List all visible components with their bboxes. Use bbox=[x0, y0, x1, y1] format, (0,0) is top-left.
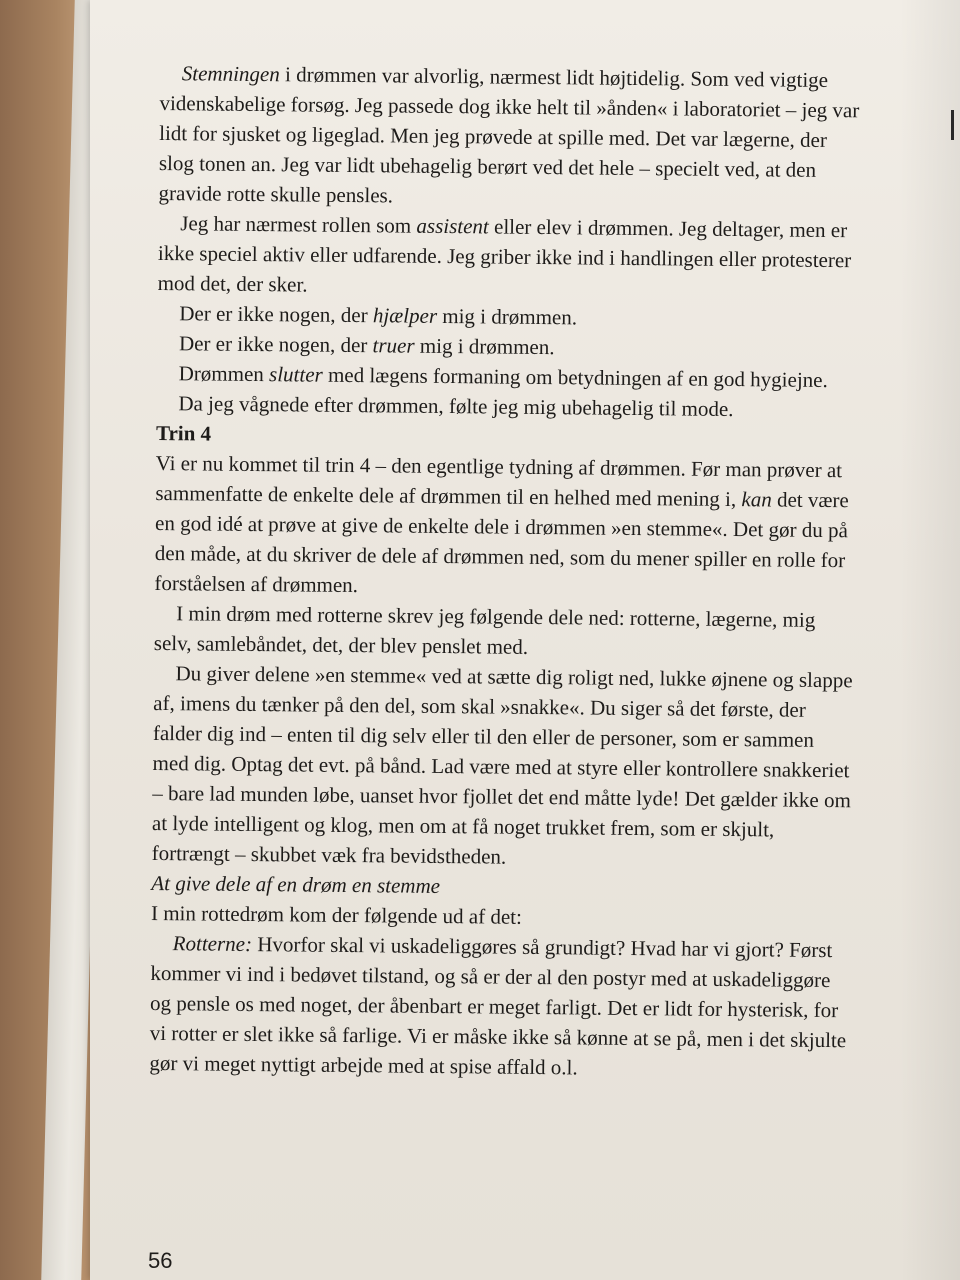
paragraph-stemningen: Stemningen i drømmen var alvorlig, nærmest lidt højtidelig. Som ved vigtige videnskabelige forsøg. Jeg passede dog ikke helt til »ånden« i laboratoriet – jeg var lidt for sjusket og ligeglad. Men jeg prøvede at spille med. Det var lægerne, der slog tonen an. Jeg var lidt ubehagelig berørt ved det hele – specielt ved, at den gravide rotte skulle pensles. bbox=[158, 61, 860, 208]
subheading-give-stemme: At give dele af en drøm en stemme bbox=[151, 870, 441, 898]
paragraph-trin4-intro: Vi er nu kommet til trin 4 – den egentlige tydning af drømmen. Før man prøver at sammenfatte de enkelte dele af drømmen til en helhed med mening i, kan det være en god idé at prøve at give de enkelte dele i drømmen »en stemme«. Det gør du på den måde, at du skriver de dele af drømmen ned, som du mener spiller en rolle for forståelsen af drømmen. bbox=[154, 450, 849, 598]
speaker-label: Rotterne: bbox=[172, 931, 253, 957]
paragraph-slutter: Drømmen slutter med lægens formaning om betydningen af en god hygiejne. bbox=[178, 361, 828, 393]
section-heading-trin-4: Trin 4 bbox=[155, 420, 212, 446]
paragraph-stemme-instruktion: Du giver delene »en stemme« ved at sætte dig roligt ned, lukke øjnene og slappe af, imens du tænker på den del, som skal »snakke«. Du siger så det første, der falder dig ind – enten til dig selv eller til den eller de personer, som er sammen med dig. Optag det evt. på bånd. Lad være med at styre eller kontrollere snakkeriet – bare lad munden løbe, uanset hvor fjollet det end måtte lyde! Det gælder ikke om at lyde intelligent og klog, men om at få noget trukket frem, som er skjult, fortrængt – skubbet væk fra bevidstheden. bbox=[151, 661, 853, 869]
paragraph-vaagnede: Da jeg vågnede efter drømmen, følte jeg mig ubehagelig til mode. bbox=[178, 391, 734, 422]
page-text bbox=[149, 58, 860, 1085]
book-page bbox=[90, 0, 960, 1280]
paragraph-rollen: Jeg har nærmest rollen som assistent eller elev i drømmen. Jeg deltager, men er ikke speciel aktiv eller udfarende. Jeg griber ikke ind i handlingen eller protesterer mod det, der sker. bbox=[157, 211, 852, 297]
page-number: 56 bbox=[148, 1248, 173, 1273]
paragraph-rottedroem-intro: I min rottedrøm kom der følgende ud af det: bbox=[150, 900, 523, 929]
paragraph-rotterne-dele: I min drøm med rotterne skrev jeg følgende dele ned: rotterne, lægerne, mig selv, samlebåndet, det, der blev penslet med. bbox=[153, 601, 816, 659]
spine-mark bbox=[951, 110, 954, 140]
paragraph-truer: Der er ikke nogen, der truer mig i drømmen. bbox=[178, 331, 555, 360]
paragraph-hjaelper: Der er ikke nogen, der hjælper mig i drømmen. bbox=[179, 301, 578, 330]
paragraph-rotterne-tale: Rotterne: Hvorfor skal vi uskadeliggøres så grundigt? Hvad har vi gjort? Først kommer vi ind i bedøvet tilstand, og så er der al den postyr med at uskadeliggøre og pensle os med noget, der åbenbart er meget farligt. Det er lidt for hysterisk, for vi rotter er slet ikke så farlige. Vi er måske ikke så kønne at se på, men i det skjulte gør vi meget nyttigt arbejde med at spise affald o.l. bbox=[149, 931, 847, 1080]
italic-lead: Stemningen bbox=[181, 61, 280, 87]
